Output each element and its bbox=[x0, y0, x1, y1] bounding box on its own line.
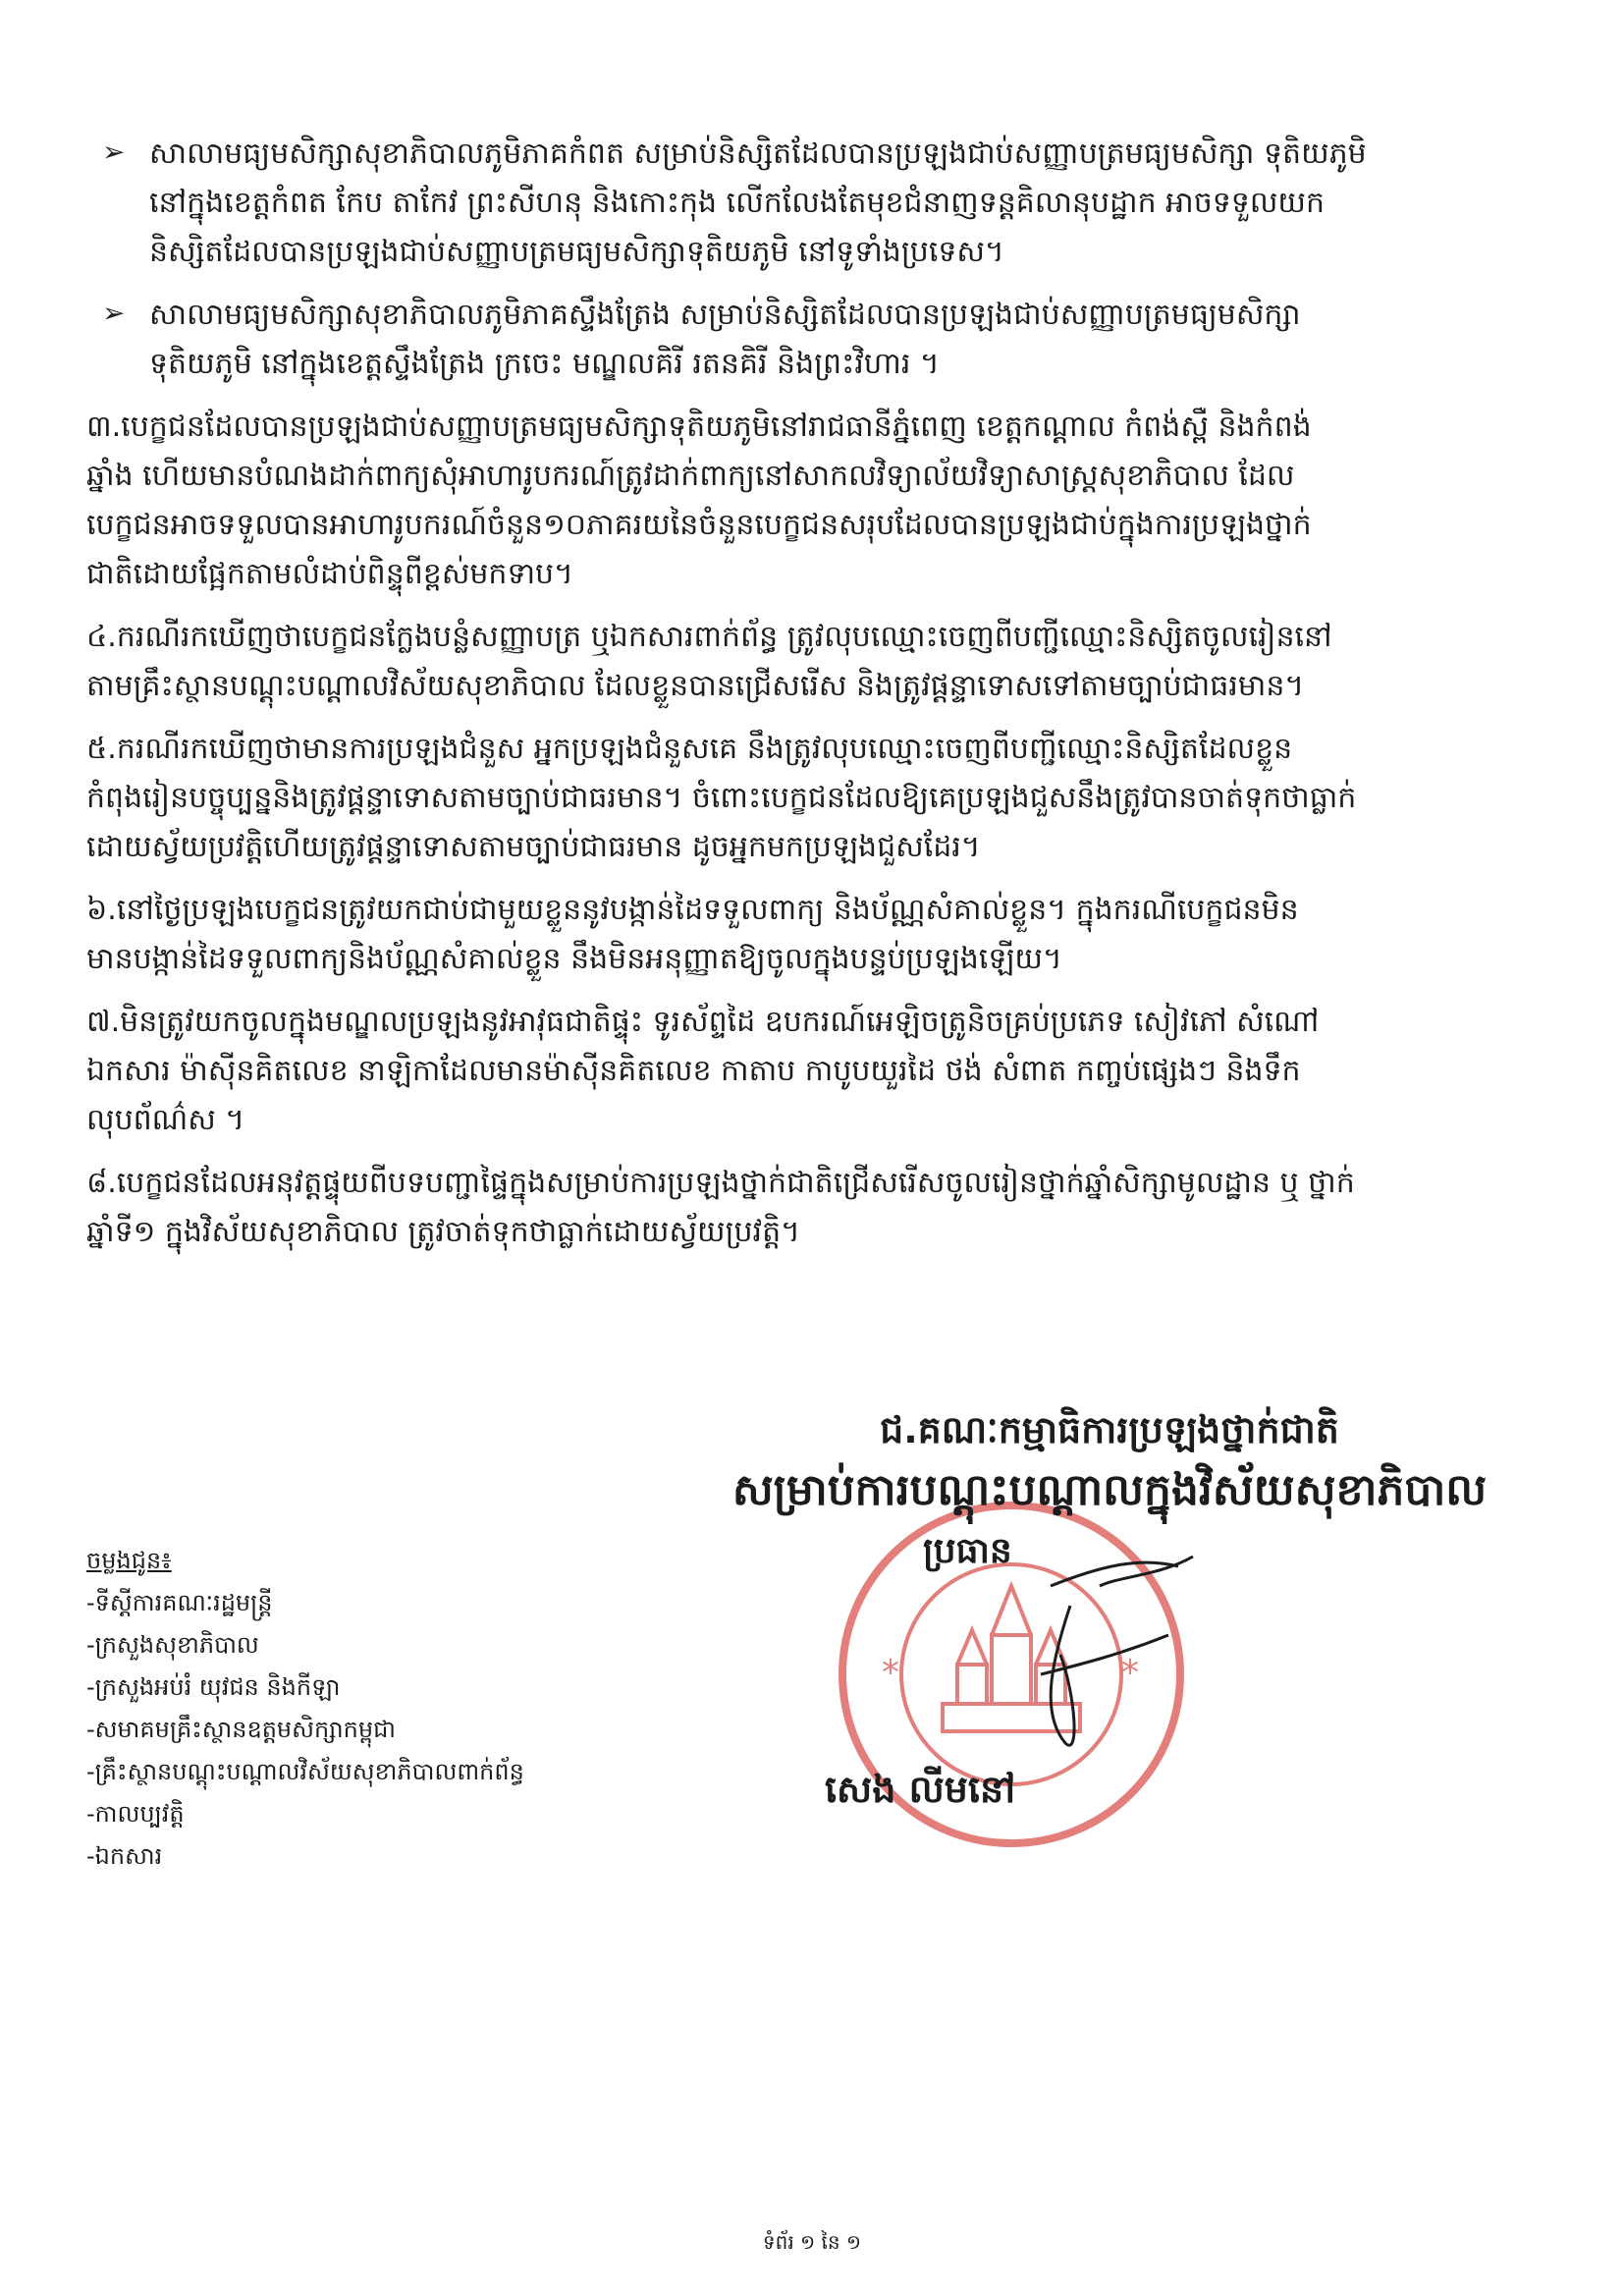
bullet-arrow-icon: ➢ bbox=[102, 136, 126, 168]
text-line: បេក្ខជនអាចទទួលបានអាហារូបករណ៍ចំនួន១០ភាគរយនៃចំនួនបេក្ខជនសរុបដែលបានប្រឡងជាប់ក្នុងការប្រឡងថ្នាក់ bbox=[86, 508, 1312, 542]
recipient-item: -ក្រសួងសុខាភិបាល bbox=[86, 1631, 259, 1659]
text-line: ទុតិយភូមិ នៅក្នុងខេត្តស្ទឹងត្រែង ក្រចេះ មណ្ឌលគិរី រតនគិរី និងព្រះវិហារ ។ bbox=[149, 347, 940, 381]
svg-text:*: * bbox=[1121, 1653, 1139, 1693]
committee-subtitle: សម្រាប់ការបណ្តុះបណ្តាលក្នុងវិស័យសុខាភិបាល bbox=[731, 1465, 1488, 1515]
text-line: នៅក្នុងខេត្តកំពត កែប តាកែវ ព្រះសីហនុ និងកោះកុង លើកលែងតែមុខជំនាញទន្តគិលានុបដ្ឋាក អាចទទួលយក bbox=[149, 186, 1326, 220]
clause-6 bbox=[86, 886, 1481, 984]
recipients-list bbox=[86, 1540, 524, 1878]
recipient-item: -គ្រឹះស្ថានបណ្តុះបណ្តាលវិស័យសុខាភិបាលពាក់ព័ន្ធ bbox=[86, 1758, 524, 1785]
bullet-item bbox=[86, 291, 1481, 389]
text-line: ជាតិដោយផ្អែកតាមលំដាប់ពិន្ទុពីខ្ពស់មកទាប។ bbox=[86, 557, 573, 591]
text-line: ៦.នៅថ្ងៃប្រឡងបេក្ខជនត្រូវយកជាប់ជាមួយខ្លួននូវបង្កាន់ដៃទទួលពាក្យ និងប័ណ្ណសំគាល់ខ្លួន។ ក្នុងករណីបេក្ខជនមិន bbox=[86, 893, 1299, 927]
svg-text:*: * bbox=[882, 1653, 899, 1693]
signature-block bbox=[677, 1399, 1542, 1582]
text-line: ដោយស្វ័យប្រវត្តិហើយត្រូវផ្តន្ទាទោសតាមច្បាប់ជាធរមាន ដូចអ្នកមកប្រឡងជួសដែរ។ bbox=[86, 830, 981, 864]
text-line: សាលាមធ្យមសិក្សាសុខាភិបាលភូមិភាគស្ទឹងត្រែង សម្រាប់និស្សិតដែលបានប្រឡងជាប់សញ្ញាបត្រមធ្យមសិក្សា bbox=[149, 298, 1301, 332]
text-line: និស្សិតដែលបានប្រឡងជាប់សញ្ញាបត្រមធ្យមសិក្សាទុតិយភូមិ នៅទូទាំងប្រទេស។ bbox=[149, 235, 1004, 269]
text-line: ឆ្នាំង ហើយមានបំណងដាក់ពាក្យសុំអាហារូបករណ៍ត្រូវដាក់ពាក្យនៅសាកលវិទ្យាល័យវិទ្យាសាស្ត្រសុខាភិបាល ដែល bbox=[86, 459, 1295, 493]
clause-5 bbox=[86, 725, 1481, 872]
clause-7 bbox=[86, 998, 1481, 1145]
text-line: ៨.បេក្ខជនដែលអនុវត្តផ្ទុយពីបទបញ្ជាផ្ទៃក្នុងសម្រាប់ការប្រឡងថ្នាក់ជាតិជ្រើសរើសចូលរៀនថ្នាក់ឆ្នាំសិក្សាមូលដ្ឋាន ឬ ថ្នាក់ bbox=[86, 1166, 1355, 1200]
text-line: ៧.មិនត្រូវយកចូលក្នុងមណ្ឌលប្រឡងនូវអាវុធជាតិផ្ទុះ ទូរស័ព្ទដៃ ឧបករណ៍អេឡិចត្រូនិចគ្រប់ប្រភេទ សៀវភៅ សំណៅ bbox=[86, 1005, 1320, 1039]
document-body bbox=[86, 130, 1481, 1271]
recipient-item: -សមាគមគ្រឹះស្ថានឧត្តមសិក្សាកម្ពុជា bbox=[86, 1716, 396, 1743]
text-line: ឯកសារ ម៉ាស៊ីនគិតលេខ នាឡិកាដែលមានម៉ាស៊ីនគិតលេខ កាតាប កាបូបយួរដៃ ថង់ សំពាត កញ្ចប់ផ្សេងៗ និងទឹក bbox=[86, 1054, 1301, 1088]
recipient-item: -កាលប្បវត្តិ bbox=[86, 1800, 185, 1828]
recipients-heading: ចម្លងជូន៖ bbox=[86, 1547, 172, 1574]
recipient-item: -ឯកសារ bbox=[86, 1842, 163, 1870]
clause-3 bbox=[86, 403, 1481, 599]
recipient-item: -ក្រសួងអប់រំ យុវជន និងកីឡា bbox=[86, 1673, 341, 1701]
clause-4 bbox=[86, 613, 1481, 711]
text-line: មានបង្កាន់ដៃទទួលពាក្យនិងប័ណ្ណសំគាល់ខ្លួន នឹងមិនអនុញ្ញាតឱ្យចូលក្នុងបន្ទប់ប្រឡងឡើយ។ bbox=[86, 942, 1062, 976]
bullet-item bbox=[86, 130, 1481, 277]
clause-8 bbox=[86, 1159, 1481, 1257]
text-line: កំពុងរៀនបច្ចុប្បន្ននិងត្រូវផ្តន្ទាទោសតាមច្បាប់ជាធរមាន។ ចំពោះបេក្ខជនដែលឱ្យគេប្រឡងជួសនឹងត្រូវបានចាត់ទុកថាធ្លាក់ bbox=[86, 781, 1357, 815]
page-number: ទំព័រ ១ នៃ ១ bbox=[762, 2230, 862, 2254]
text-line: ៥.ករណីរកឃើញថាមានការប្រឡងជំនួស អ្នកប្រឡងជំនួសគេ នឹងត្រូវលុបឈ្មោះចេញពីបញ្ជីឈ្មោះនិស្សិតដែលខ្លួន bbox=[86, 732, 1293, 766]
bullet-arrow-icon: ➢ bbox=[102, 297, 126, 329]
text-line: តាមគ្រឹះស្ថានបណ្តុះបណ្តាលវិស័យសុខាភិបាល ដែលខ្លួនបានជ្រើសរើស និងត្រូវផ្តន្ទាទោសទៅតាមច្បាប់ជាធរមាន។ bbox=[86, 669, 1305, 703]
text-line: សាលាមធ្យមសិក្សាសុខាភិបាលភូមិភាគកំពត សម្រាប់និស្សិតដែលបានប្រឡងជាប់សញ្ញាបត្រមធ្យមសិក្សា ទុតិយភូមិ bbox=[149, 137, 1367, 171]
text-line: ៣.បេក្ខជនដែលបានប្រឡងជាប់សញ្ញាបត្រមធ្យមសិក្សាទុតិយភូមិនៅរាជធានីភ្នំពេញ ខេត្តកណ្តាល កំពង់ស្ពឺ និងកំពង់ bbox=[86, 410, 1312, 444]
text-line: ៤.ករណីរកឃើញថាបេក្ខជនក្លែងបន្លំសញ្ញាបត្រ ឬឯកសារពាក់ព័ន្ធ ត្រូវលុបឈ្មោះចេញពីបញ្ជីឈ្មោះនិស្សិតចូលរៀននៅ bbox=[86, 620, 1332, 654]
text-line: លុបព័ណ៌ស ។ bbox=[86, 1103, 245, 1137]
recipient-item: -ទីស្តីការគណៈរដ្ឋមន្ត្រី bbox=[86, 1589, 273, 1616]
text-line: ឆ្នាំទី១ ក្នុងវិស័យសុខាភិបាល ត្រូវចាត់ទុកថាធ្លាក់ដោយស្វ័យប្រវត្តិ។ bbox=[86, 1215, 800, 1249]
committee-title: ជ.គណៈកម្មាធិការប្រឡងថ្នាក់ជាតិ bbox=[880, 1408, 1339, 1451]
signer-role: ប្រធាន bbox=[923, 1531, 1012, 1571]
signer-name: សេង លីមនៅ bbox=[825, 1768, 1016, 1811]
